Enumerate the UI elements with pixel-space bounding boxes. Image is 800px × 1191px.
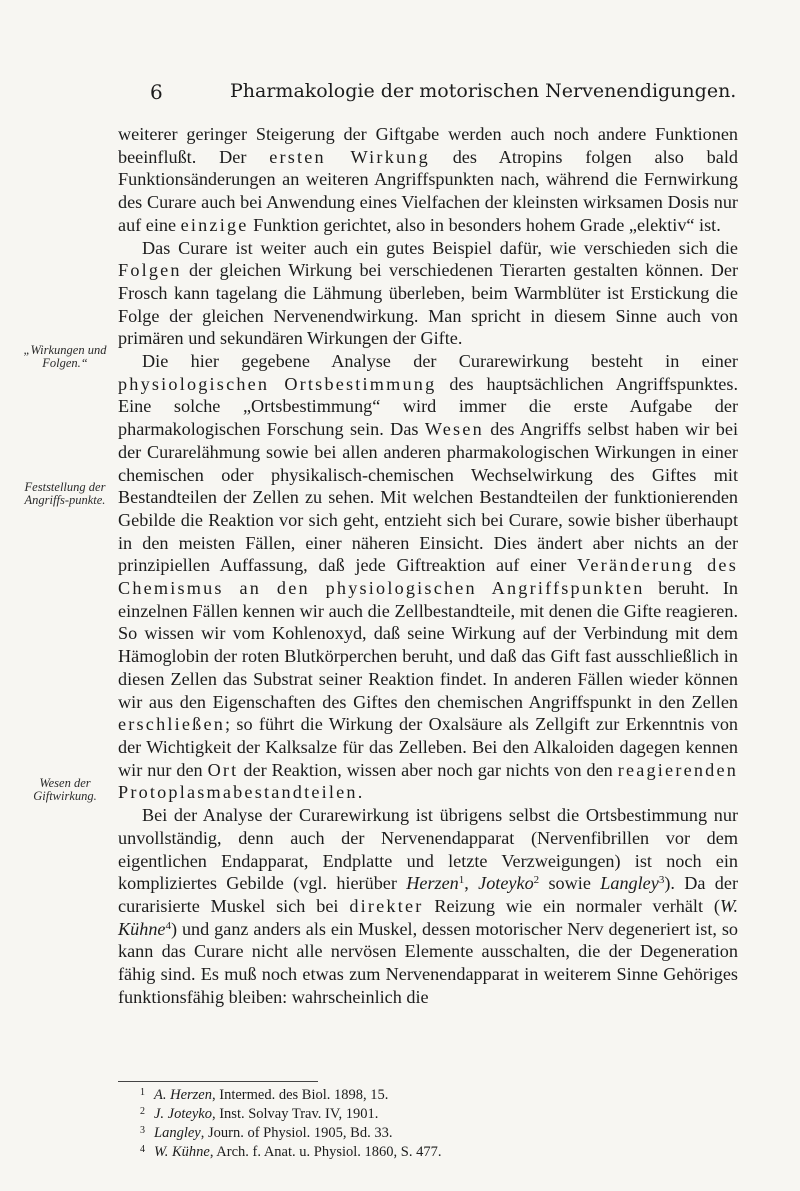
spaced-emphasis: Wesen bbox=[424, 419, 484, 440]
text-run: Funktion gerichtet, also in besonders hohem Grade „elektiv“ ist. bbox=[248, 214, 721, 235]
spaced-emphasis: Veränderung des Chemismus an den physiologischen Angriffspunkten bbox=[118, 555, 738, 599]
page-header bbox=[150, 80, 740, 108]
spaced-emphasis: physiologischen Ortsbestimmung bbox=[118, 373, 437, 394]
footnote-ref[interactable]: 4 bbox=[165, 919, 171, 932]
margin-note-wesen: Wesen der Giftwirkung. bbox=[33, 776, 97, 803]
text-run: der gleichen Wirkung bei verschiedenen Tierarten gestalten können. Der Frosch kann tagelang die Lähmung überleben, beim Warmblüter ist Erstickung die Folge der gleichen Nervenendwirkung. Man spricht in diesem Sinne auch von primären und sekundären Wirkungen der Gifte. bbox=[118, 260, 738, 349]
text-run: des Angriffs selbst haben wir bei der Curarelähmung sowie bei allen anderen pharmakologischen Wirkungen in einer chemischen oder physikalisch-chemischen Wechselwirkung des Giftes mit Bestandteilen der Zellen zu sehen. Mit welchen Bestandteilen der funktionierenden Gebilde die Reaktion vor sich geht, entzieht sich bei Curare, sowie bisher überhaupt in den meisten Fällen, einer näheren Einsicht. Dies ändert aber nichts an der prinzipiellen Auffassung, daß jede Giftreaktion auf einer bbox=[118, 419, 738, 576]
margin-note-wirkungen: „Wirkungen und Folgen.“ bbox=[23, 343, 107, 370]
footnote-number: 3 bbox=[140, 1125, 145, 1136]
spaced-emphasis: ersten Wirkung bbox=[269, 146, 430, 167]
footnote-3 bbox=[140, 1124, 740, 1143]
footnote-citation: , Journ. of Physiol. 1905, Bd. 33. bbox=[200, 1125, 393, 1141]
footnote-ref[interactable]: 3 bbox=[658, 874, 665, 887]
author-name: Langley bbox=[600, 873, 659, 894]
paragraph-2 bbox=[118, 237, 738, 351]
spaced-emphasis: reagierenden Protoplasmabestandteilen bbox=[118, 759, 739, 803]
footnote-number: 4 bbox=[140, 1144, 145, 1155]
spaced-emphasis: einzige bbox=[180, 214, 249, 235]
footnotes bbox=[140, 1086, 740, 1162]
footnote-number: 2 bbox=[140, 1106, 145, 1117]
spaced-emphasis: erschließen bbox=[118, 714, 226, 735]
footnote-4 bbox=[140, 1143, 740, 1162]
author-name: Joteyko bbox=[478, 873, 534, 894]
footnote-author: A. Herzen bbox=[154, 1087, 212, 1103]
text-run: . bbox=[357, 782, 363, 803]
spaced-emphasis: direkter bbox=[349, 895, 424, 916]
paragraph-4 bbox=[118, 804, 738, 1008]
margin-note-feststellung: Feststellung der Angriffs-punkte. bbox=[24, 480, 106, 507]
page-number: 6 bbox=[150, 80, 163, 104]
text-run: ; so führt die Wirkung der Oxalsäure als Zellgift zur Erkenntnis von der Wichtigkeit der Kalksalze für das Zelleben. Bei den Alkaloiden dagegen kennen wir nur den bbox=[118, 714, 738, 780]
spaced-emphasis: Folgen bbox=[118, 260, 182, 281]
text-run: Bei der Analyse der Curarewirkung ist übrigens selbst die Ortsbestimmung nur unvollständig, denn auch der Nervenendapparat (Nervenfibrillen vor dem eigentlichen Endapparat, Endplatte und letzte Verzweigungen) ist noch ein kompliziertes Gebilde (vgl. hierüber bbox=[118, 805, 738, 894]
footnote-1 bbox=[140, 1086, 740, 1105]
text-run: ) und ganz anders als ein Muskel, dessen motorischer Nerv degeneriert ist, so kann das Curare nicht alle nervösen Elemente ausschalten, die der Degeneration fähig sind. Es muß noch etwas zum Nervenendapparat in weiterem Sinne Gehöriges funktionsfähig bleiben: wahrscheinlich die bbox=[118, 918, 738, 1007]
footnote-ref[interactable]: 1 bbox=[458, 874, 465, 887]
footnote-author: Langley bbox=[154, 1125, 201, 1141]
footnote-divider bbox=[118, 1081, 318, 1082]
footnote-ref[interactable]: 2 bbox=[533, 874, 540, 887]
footnote-2 bbox=[140, 1105, 740, 1124]
text-run: Das Curare ist weiter auch ein gutes Beispiel dafür, wie verschieden sich die bbox=[142, 237, 738, 258]
text-run: , bbox=[464, 873, 479, 894]
text-run: sowie bbox=[539, 873, 601, 894]
body-text bbox=[118, 123, 738, 1008]
text-run: weiterer geringer Steigerung der Giftgabe werden auch noch andere Funktionen beeinflußt. Der bbox=[118, 124, 738, 167]
text-run: des hauptsächlichen Angriffspunktes. Eine solche „Ortsbestimmung“ wird immer die erste Aufgabe der pharmakologischen Forschung sein. Das bbox=[118, 373, 738, 440]
author-name: W. Kühne bbox=[118, 895, 738, 939]
text-run: Die hier gegebene Analyse der Curarewirkung besteht in einer bbox=[142, 351, 738, 372]
footnote-citation: , Intermed. des Biol. 1898, 15. bbox=[212, 1087, 389, 1103]
running-title: Pharmakologie der motorischen Nervenendigungen. bbox=[230, 80, 737, 102]
text-run: ). Da der curarisierte Muskel sich bei bbox=[118, 873, 738, 916]
paragraph-3 bbox=[118, 350, 738, 804]
spaced-emphasis: Ort bbox=[207, 759, 239, 780]
footnote-number: 1 bbox=[140, 1087, 145, 1098]
footnote-author: W. Kühne bbox=[154, 1144, 210, 1160]
text-run: des Atropins folgen also bald Funktionsänderungen an weiteren Angriffspunkten nach, während die Fernwirkung des Curare auch bei Anwendung eines Vielfachen der kleinsten wirksamen Dosis nur auf eine bbox=[118, 146, 738, 235]
footnote-citation: , Inst. Solvay Trav. IV, 1901. bbox=[211, 1106, 379, 1122]
footnote-author: J. Joteyko bbox=[154, 1106, 212, 1122]
footnote-citation: , Arch. f. Anat. u. Physiol. 1860, S. 477. bbox=[209, 1144, 442, 1160]
text-run: Reizung wie ein normaler verhält ( bbox=[423, 895, 720, 916]
paragraph-1 bbox=[118, 123, 738, 237]
text-run: der Reaktion, wissen aber noch gar nichts von den bbox=[238, 759, 618, 780]
author-name: Herzen bbox=[406, 873, 459, 894]
text-run: beruht. In einzelnen Fällen kennen wir auch die Zellbestandteile, mit denen die Gifte reagieren. So wissen wir vom Kohlenoxyd, daß seine Wirkung auf der Verbindung mit dem Hämoglobin der roten Blutkörperchen beruht, und daß das Gift fast ausschließlich in diesen Zellen das Substrat seiner Reaktion findet. In anderen Fällen wieder können wir aus den Eigenschaften des Giftes den chemischen Angriffspunkt in den Zellen bbox=[118, 578, 738, 712]
